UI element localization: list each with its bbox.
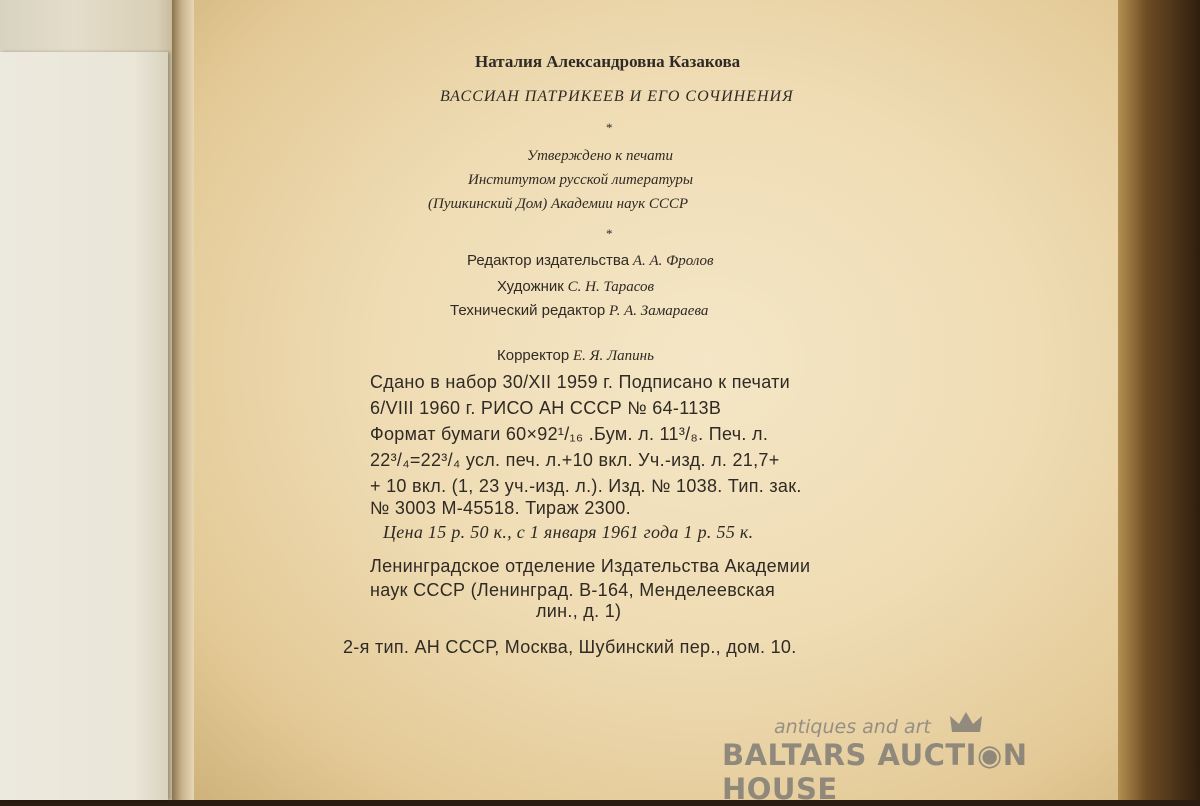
book-gutter: [172, 0, 194, 800]
credit-name: Р. А. Замараева: [608, 303, 709, 319]
credit-role: Редактор издательства: [467, 252, 630, 269]
publisher-line-1: Ленинградское отделение Издательства Академии: [370, 556, 811, 576]
book-title: ВАССИАН ПАТРИКЕЕВ И ЕГО СОЧИНЕНИЯ: [440, 88, 794, 105]
credit-role: Технический редактор: [450, 302, 606, 319]
print-line-2: 6/VIII 1960 г. РИСО АН СССР № 64-113В: [370, 398, 722, 418]
print-line-3: Формат бумаги 60×92¹/₁₆ .Бум. л. 11³/₈. Печ. л.: [370, 424, 769, 444]
credit-name: Е. Я. Лапинь: [572, 348, 654, 364]
watermark-name: BALTARS AUCTI◉N HOUSE: [722, 738, 1028, 806]
approved-line-2: Институтом русской литературы: [468, 172, 694, 188]
publisher-line-3: лин., д. 1): [536, 601, 622, 621]
page-edge-shadow: [1118, 0, 1200, 800]
print-line-5: + 10 вкл. (1, 23 уч.-изд. л.). Изд. № 1038. Тип. зак.: [370, 476, 802, 496]
publisher-line-2: наук СССР (Ленинград. В-164, Менделеевская: [370, 580, 776, 600]
credit-artist: [497, 278, 654, 296]
print-line-4: 22³/₄=22³/₄ усл. печ. л.+10 вкл. Уч.-изд. л. 21,7+: [370, 450, 780, 470]
credit-role: Корректор: [497, 347, 570, 364]
credit-editor: [467, 252, 714, 270]
credit-proofreader: [497, 347, 654, 365]
auction-watermark: [722, 710, 1122, 806]
credit-name: С. Н. Тарасов: [567, 279, 655, 295]
credit-role: Художник: [497, 278, 564, 295]
print-line-1: Сдано в набор 30/XII 1959 г. Подписано к печати: [370, 372, 791, 392]
crown-icon: [948, 710, 984, 736]
credit-name: А. А. Фролов: [632, 253, 714, 269]
approved-line-3: (Пушкинский Дом) Академии наук СССР: [428, 196, 689, 212]
left-inserted-sheet: [0, 52, 168, 800]
price-line: Цена 15 р. 50 к., с 1 января 1961 года 1 р. 55 к.: [383, 522, 754, 542]
print-line-6: № 3003 М-45518. Тираж 2300.: [370, 498, 631, 518]
author-name: Наталия Александровна Казакова: [475, 52, 741, 71]
printer-line: 2-я тип. АН СССР, Москва, Шубинский пер., дом. 10.: [343, 637, 797, 657]
separator-star-2: *: [606, 226, 613, 241]
separator-star: *: [606, 120, 613, 135]
watermark-tagline: antiques and art: [774, 716, 931, 738]
approved-line-1: Утверждено к печати: [527, 148, 674, 164]
credit-tech-editor: [450, 302, 708, 320]
